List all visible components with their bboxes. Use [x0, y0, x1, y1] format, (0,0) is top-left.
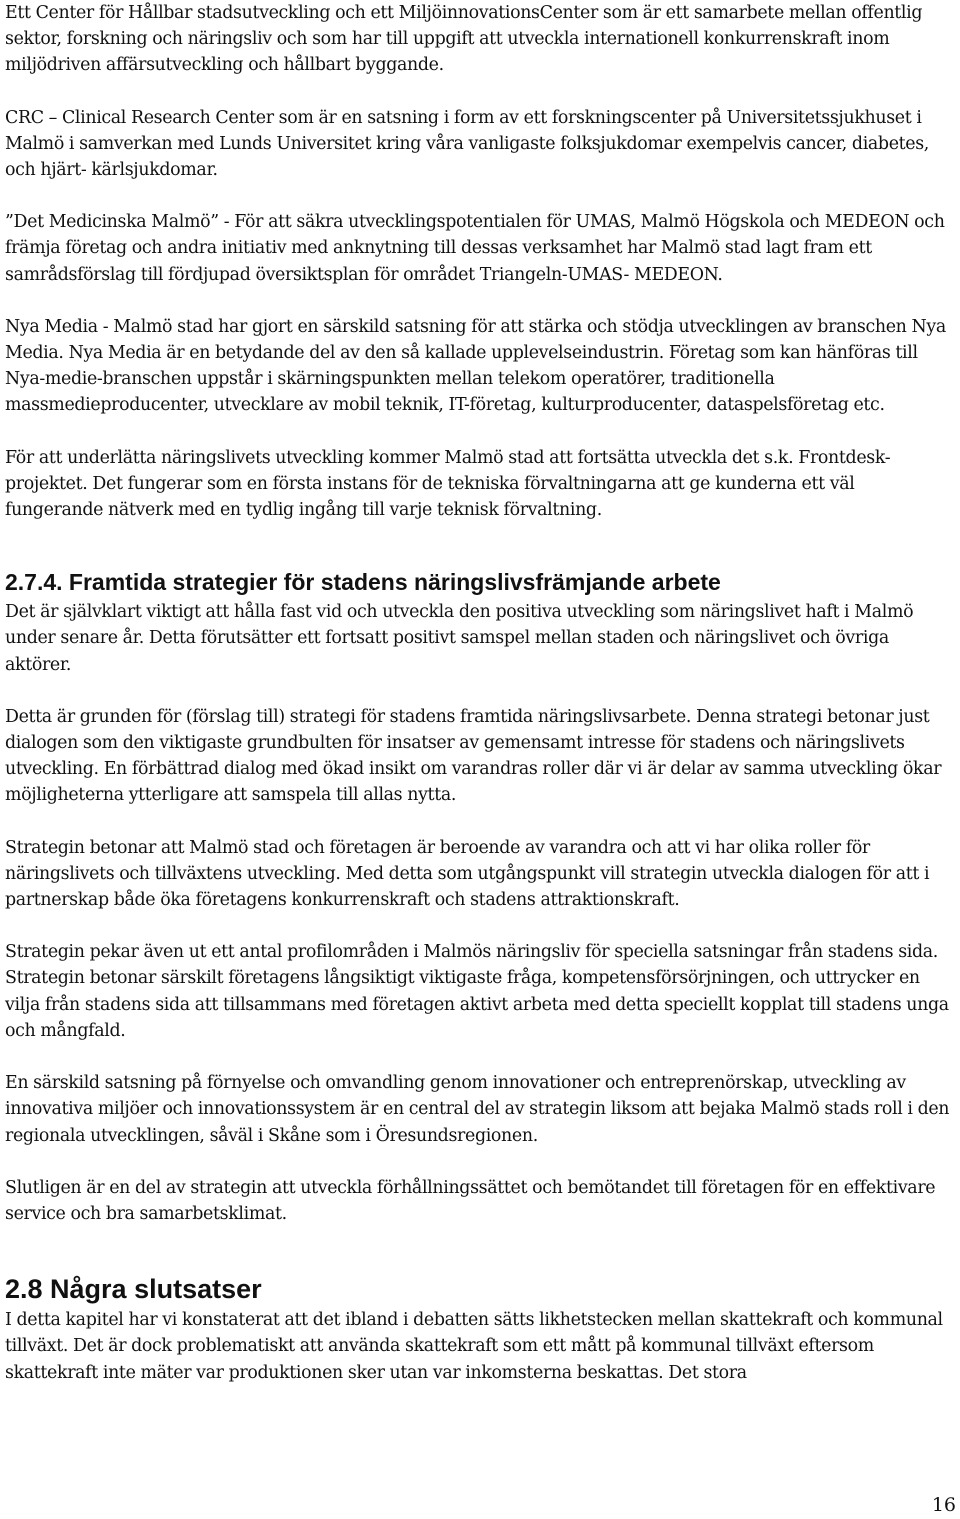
- paragraph: Detta är grunden för (förslag till) strategi för stadens framtida näringslivsarbete. Denna strategi betonar just dialogen som den viktigaste grundbulten för insatser av gemensamt intresse för stadens och näringslivets utveckling. En förbättrad dialog med ökad insikt om varandras roller där vi är delar av samma utveckling ökar möjligheterna ytterligare att samspela till allas nytta.: [5, 706, 942, 806]
- paragraph: Slutligen är en del av strategin att utveckla förhållningssättet och bemötandet till företagen för en effektivare service och bra samarbetsklimat.: [5, 1177, 936, 1224]
- document-page: [5, 0, 955, 1386]
- section-heading: 2.7.4. Framtida strategier för stadens näringslivsfrämjande arbete: [5, 569, 721, 596]
- paragraph: Ett Center för Hållbar stadsutveckling och ett MiljöinnovationsCenter som är ett samarbete mellan offentlig sektor, forskning och näringsliv och som har till uppgift att utveckla internationell konkurrenskraft inom miljödriven affärsutveckling och hållbart byggande.: [5, 3, 923, 76]
- section-spacer: [5, 1227, 955, 1271]
- paragraph: CRC – Clinical Research Center som är en satsning i form av ett forskningscenter på Universitetssjukhuset i Malmö i samverkan med Lunds Universitet kring våra vanligaste folksjukdomar exempelvis cancer, diabetes, och hjärt- kärlsjukdomar.: [5, 107, 929, 181]
- section-heading: 2.8 Några slutsatser: [5, 1274, 262, 1305]
- paragraph: ”Det Medicinska Malmö” - För att säkra utvecklingspotentialen för UMAS, Malmö Högskola och MEDEON och främja företag och andra initiativ med anknytning till dessas verksamhet har Malmö stad lagt fram ett samrådsförslag till fördjupad översiktsplan för området Triangeln-UMAS- MEDEON.: [5, 212, 945, 285]
- paragraph: Strategin pekar även ut ett antal profilområden i Malmös näringsliv för speciella satsningar från stadens sida. Strategin betonar särskilt företagens långsiktigt viktigaste fråga, kompetensförsörjningen, och uttrycker en vilja från stadens sida att tillsammans med företagen aktivt arbeta med detta speciellt kopplat till stadens unga och mångfald.: [5, 942, 949, 1041]
- paragraph: Strategin betonar att Malmö stad och företagen är beroende av varandra och att vi har olika roller för näringslivets och tillväxtens utveckling. Med detta som utgångspunkt vill strategin utveckla dialogen för att i partnerskap både öka företagens konkurrenskraft och stadens attraktionskraft.: [5, 837, 930, 911]
- section-spacer: [5, 523, 955, 567]
- page-number: 16: [931, 1494, 956, 1516]
- paragraph: En särskild satsning på förnyelse och omvandling genom innovationer och entreprenörskap, utveckling av innovativa miljöer och innovationssystem är en central del av strategin liksom att bejaka Malmö stads roll i den regionala utvecklingen, såväl i Skåne som i Öresundsregionen.: [5, 1073, 950, 1146]
- paragraph: Det är självklart viktigt att hålla fast vid och utveckla den positiva utveckling som näringslivet haft i Malmö under senare år. Detta förutsätter ett fortsatt positivt samspel mellan staden och näringslivet och övriga aktörer.: [5, 602, 914, 675]
- paragraph: För att underlätta näringslivets utveckling kommer Malmö stad att fortsätta utveckla det s.k. Frontdesk-projektet. Det fungerar som en första instans för de tekniska förvaltningarna att ge kunderna ett väl fungerande nätverk med en tydlig ingång till varje teknisk förvaltning.: [5, 447, 891, 521]
- paragraph: Nya Media - Malmö stad har gjort en särskild satsning för att stärka och stödja utvecklingen av branschen Nya Media. Nya Media är en betydande del av den så kallade upplevelseindustrin. Företag som kan hänföras till Nya-medie-branschen uppstår i skärningspunkten mellan telekom operatörer, traditionella massmedieproducenter, utvecklare av mobil teknik, IT-företag, kulturproducenter, dataspelsföretag etc.: [5, 316, 946, 416]
- paragraph: I detta kapitel har vi konstaterat att det ibland i debatten sätts likhetstecken mellan skattekraft och kommunal tillväxt. Det är dock problematiskt att använda skattekraft som ett mått på kommunal tillväxt eftersom skattekraft inte mäter var produktionen sker utan var inkomsterna beskattas. Det stora: [5, 1310, 943, 1383]
